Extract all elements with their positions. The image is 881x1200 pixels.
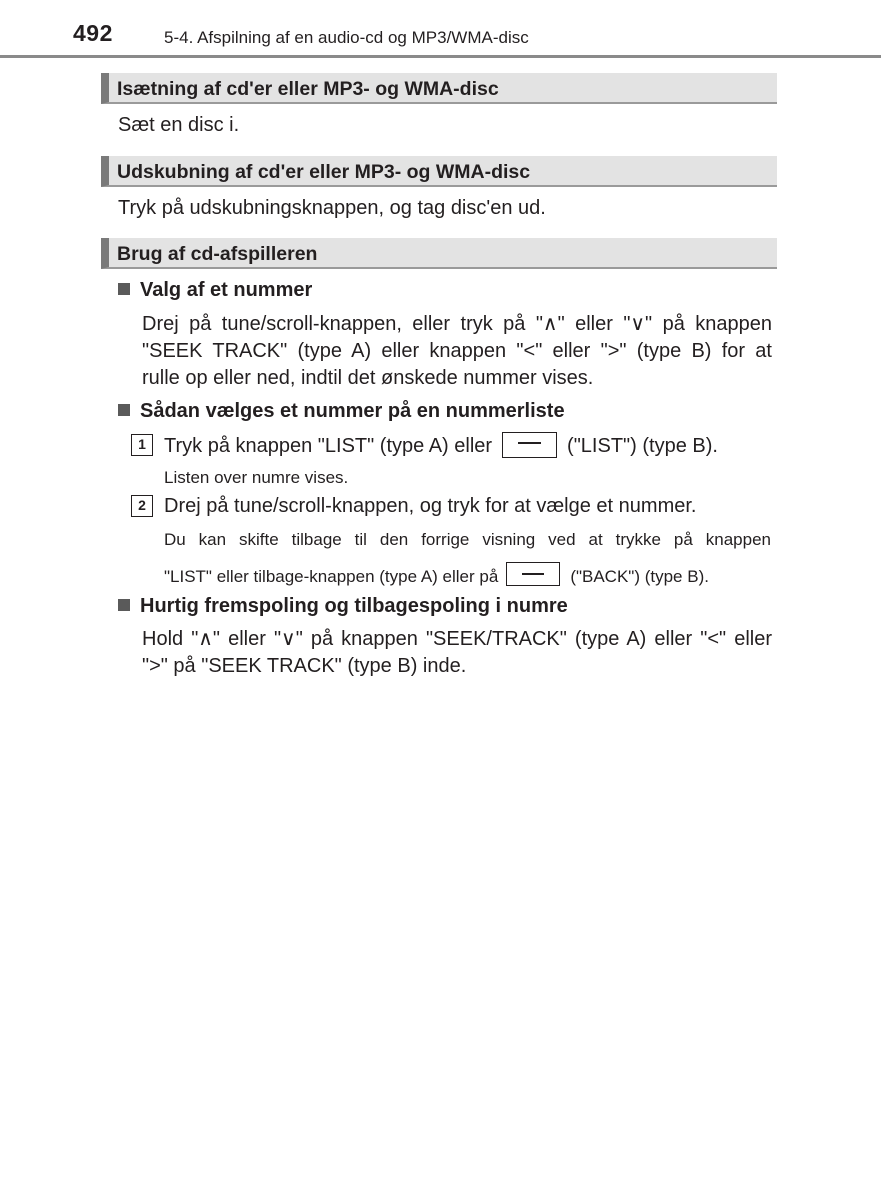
section-heading-eject (101, 156, 777, 187)
square-bullet-icon (118, 283, 130, 295)
step-2-note-line-2 (164, 562, 709, 588)
subheading-select-track (118, 279, 312, 302)
list-button-icon (502, 432, 557, 458)
step-1-text-before: Tryk på knappen "LIST" (type A) eller (164, 435, 493, 457)
subheading-fast-forward (118, 595, 568, 618)
step-1-text (164, 432, 718, 460)
section-heading-use-text: Brug af cd-afspilleren (117, 243, 318, 265)
back-button-icon (506, 562, 560, 586)
subheading-fast-forward-text: Hurtig fremspoling og tilbagespoling i numre (140, 595, 568, 617)
section-heading-insert-text: Isætning af cd'er eller MP3- og WMA-disc (117, 78, 499, 100)
step-2-note-line-1: Du kan skifte tilbage til den forrige visning ved at trykke på knappen (164, 530, 771, 549)
section-heading-eject-text: Udskubning af cd'er eller MP3- og WMA-disc (117, 161, 531, 183)
subheading-select-from-list (118, 400, 565, 423)
step-number-2: 2 (131, 495, 153, 517)
subheading-select-track-text: Valg af et nummer (140, 279, 313, 301)
section-heading-use (101, 238, 777, 269)
step-2-text: Drej på tune/scroll-knappen, og tryk for at vælge et nummer. (164, 495, 697, 517)
square-bullet-icon (118, 599, 130, 611)
step-2-note-after: ("BACK") (type B). (570, 567, 709, 586)
step-1-note: Listen over numre vises. (164, 468, 349, 487)
step-number-1: 1 (131, 434, 153, 456)
fast-forward-line-1: Hold "∧" eller "∨" på knappen "SEEK/TRACK" (type A) eller "<" eller (142, 628, 772, 650)
select-track-line-3: rulle op eller ned, indtil det ønskede nummer vises. (142, 367, 594, 389)
fast-forward-line-2: ">" på "SEEK TRACK" (type B) inde. (142, 655, 467, 677)
step-1-text-after: ("LIST") (type B). (567, 435, 718, 457)
square-bullet-icon (118, 404, 130, 416)
step-2-note-before: "LIST" eller tilbage-knappen (type A) eller på (164, 567, 499, 586)
section-heading-insert (101, 73, 777, 104)
header-rule (0, 55, 881, 58)
select-track-line-2: "SEEK TRACK" (type A) eller knappen "<" eller ">" (type B) for at (142, 340, 772, 362)
running-head: 5-4. Afspilning af en audio-cd og MP3/WMA-disc (164, 28, 529, 47)
subheading-select-from-list-text: Sådan vælges et nummer på en nummerliste (140, 400, 565, 422)
insert-instruction: Sæt en disc i. (118, 114, 240, 136)
page-number: 492 (73, 20, 113, 46)
eject-instruction: Tryk på udskubningsknappen, og tag disc'en ud. (118, 197, 546, 219)
select-track-line-1: Drej på tune/scroll-knappen, eller tryk på "∧" eller "∨" på knappen (142, 313, 772, 335)
